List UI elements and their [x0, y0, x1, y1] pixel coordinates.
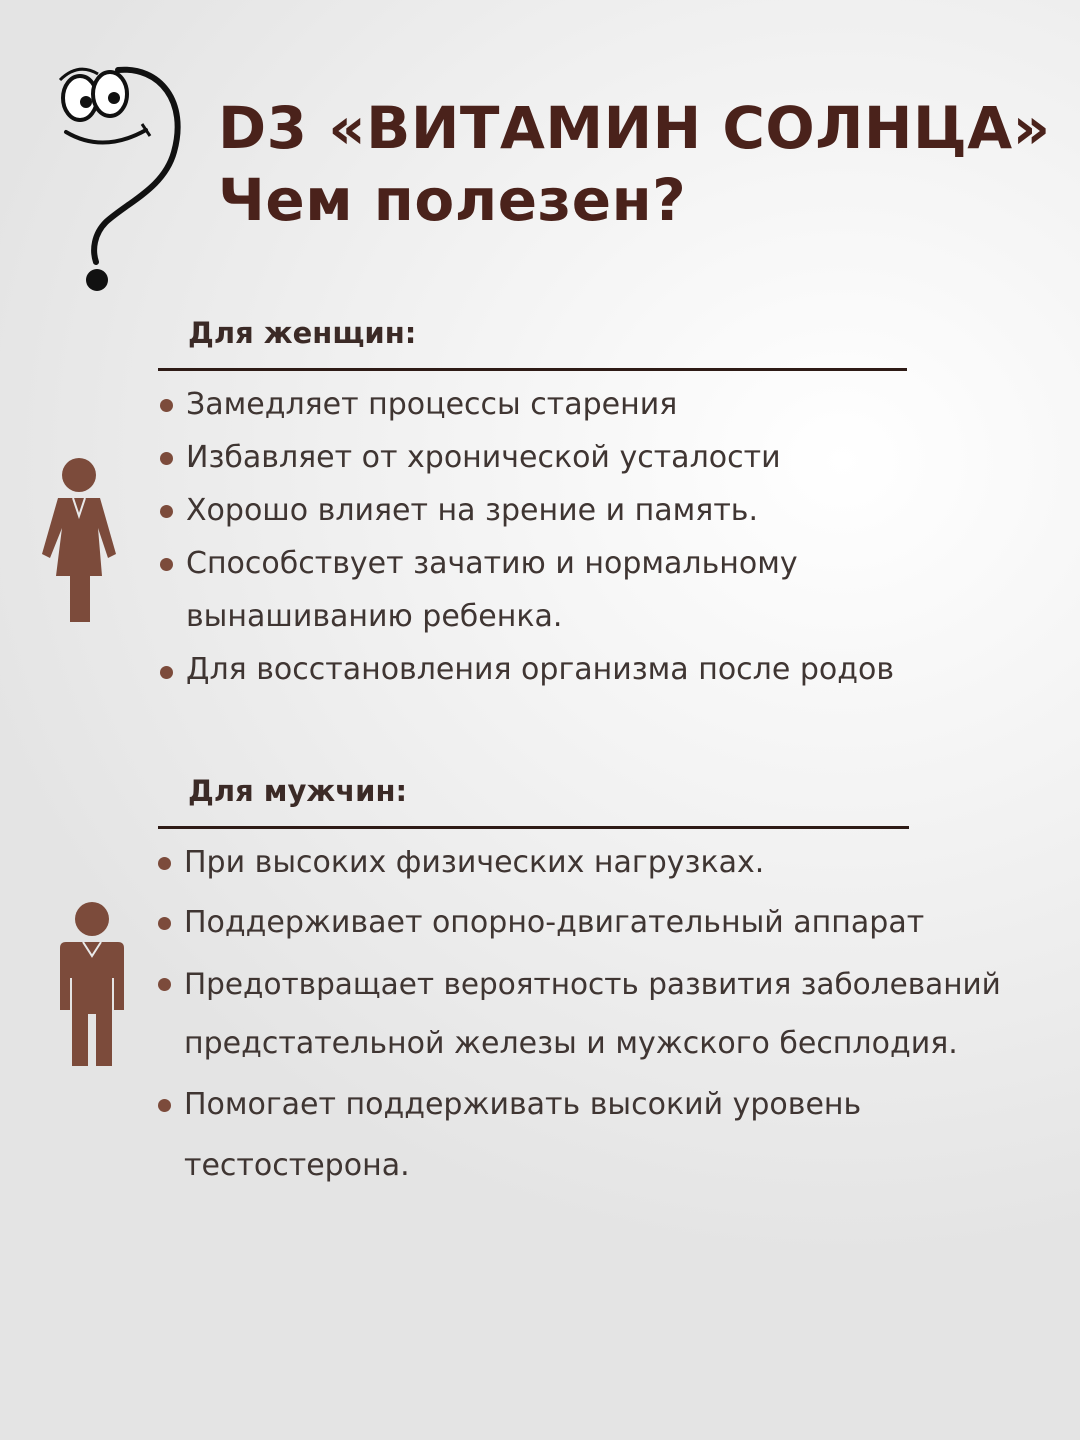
- man-icon: [58, 902, 126, 1070]
- bullet: [158, 1099, 171, 1112]
- list-item: Для восстановления организма после родов: [186, 652, 895, 687]
- list-item: тестостерона.: [184, 1148, 410, 1183]
- list-item: Замедляет процессы старения: [186, 387, 678, 422]
- title-line-2: Чем полезен?: [218, 166, 687, 234]
- bullet: [158, 857, 171, 870]
- divider-women: [158, 368, 907, 371]
- bullet: [158, 978, 171, 991]
- list-item: предстательной железы и мужского бесплодия.: [184, 1026, 958, 1061]
- bullet: [158, 917, 171, 930]
- list-item: Избавляет от хронической усталости: [186, 440, 781, 475]
- list-item: Хорошо влияет на зрение и память.: [186, 493, 759, 528]
- woman-icon: [36, 458, 122, 626]
- page-title: [218, 92, 1051, 236]
- divider-men: [158, 826, 909, 829]
- smiley-question-mark-icon: [48, 52, 188, 297]
- bullet: [160, 505, 173, 518]
- title-line-1: D3 «ВИТАМИН СОЛНЦА»: [218, 94, 1051, 162]
- section-title-women: Для женщин:: [188, 316, 417, 350]
- list-item: Способствует зачатию и нормальному: [186, 546, 798, 581]
- list-item: вынашиванию ребенка.: [186, 599, 563, 634]
- list-item: Помогает поддерживать высокий уровень: [184, 1087, 862, 1122]
- list-item: Предотвращает вероятность развития заболеваний: [184, 967, 1001, 1001]
- bullet: [160, 399, 173, 412]
- section-title-men: Для мужчин:: [188, 774, 408, 808]
- bullet: [160, 452, 173, 465]
- list-item: Поддерживает опорно-двигательный аппарат: [184, 905, 925, 940]
- list-item: При высоких физических нагрузках.: [184, 845, 765, 880]
- bullet: [160, 666, 173, 679]
- bullet: [160, 558, 173, 571]
